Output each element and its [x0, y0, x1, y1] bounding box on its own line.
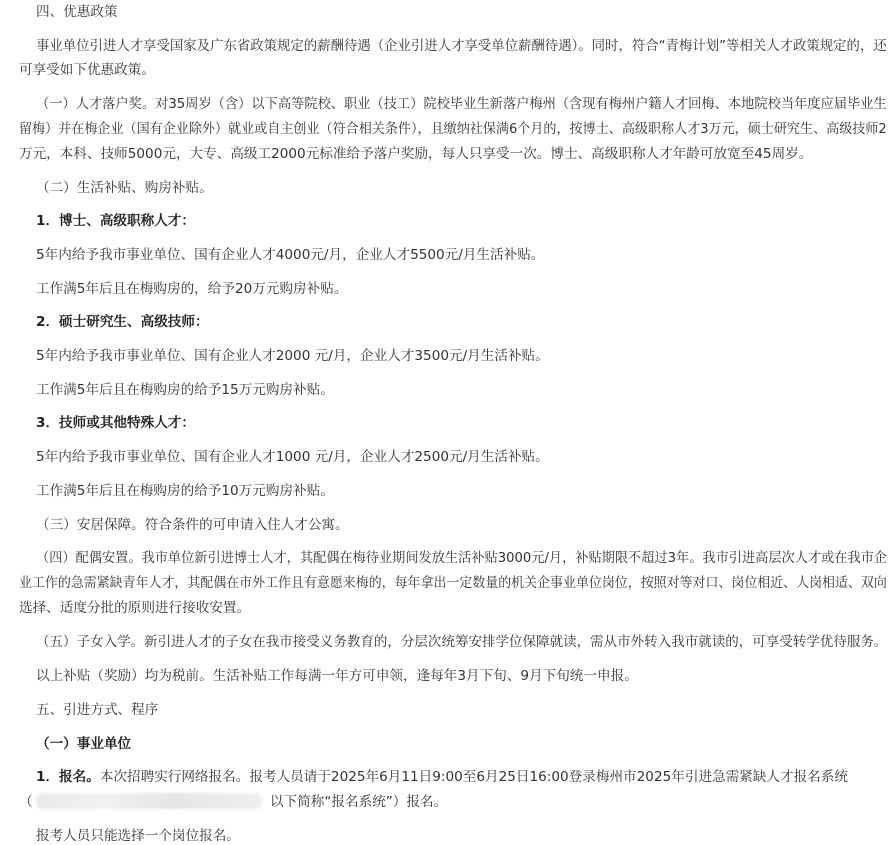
- section-heading-4: 四、优惠政策: [36, 4, 118, 20]
- technician-living-subsidy: 5年内给予我市事业单位、国有企业人才1000 元/月，企业人才2500元/月生活补贴。: [36, 449, 549, 465]
- talent-settlement-line-1: （一）人才落户奖。对35周岁（含）以下高等院校、职业（技工）院校毕业生新落户梅州（含现有梅州户籍人才回梅、本地院校当年度应届毕业生: [36, 96, 887, 112]
- doctor-housing-subsidy: 工作满5年后且在梅购房的，给予20万元购房补贴。: [36, 281, 348, 297]
- talent-settlement-line-2: 留梅）并在梅企业（国有企业除外）就业或自主创业（符合相关条件），且缴纳社保满6个月的，按博士、高级职称人才3万元，硕士研究生、高级技师2: [19, 121, 887, 137]
- redacted-url: [36, 793, 262, 809]
- tax-note: 以上补贴（奖励）均为税前。生活补贴工作每满一年方可申领，逢每年3月下旬、9月下旬统一申报。: [36, 668, 638, 684]
- spouse-placement-line-3: 选择、适度分批的原则进行接收安置。: [19, 600, 251, 616]
- master-living-subsidy: 5年内给予我市事业单位、国有企业人才2000 元/月，企业人才3500元/月生活补贴。: [36, 348, 549, 364]
- master-title: 2．硕士研究生、高级技师：: [36, 314, 209, 330]
- doctor-living-subsidy: 5年内给予我市事业单位、国有企业人才4000元/月，企业人才5500元/月生活补贴。: [36, 247, 545, 263]
- registration-line-2: 以下简称“报名系统”）报名。: [270, 794, 448, 810]
- section-heading-5: 五、引进方式、程序: [36, 702, 159, 718]
- registration-paren: （: [19, 794, 33, 810]
- master-housing-subsidy: 工作满5年后且在梅购房的给予15万元购房补贴。: [36, 382, 334, 398]
- public-institution-heading: （一）事业单位: [36, 736, 132, 752]
- registration-line-1: [36, 768, 848, 786]
- registration-text: 本次招聘实行网络报名。报考人员请于2025年6月11日9:00至6月25日16:00登录梅州市2025年引进急需紧缺人才报名系统: [99, 769, 848, 785]
- spouse-placement-line-1: （四）配偶安置。我市单位新引进博士人才，其配偶在梅待业期间发放生活补贴3000元/月，补贴期限不超过3年。我市引进高层次人才或在我市企: [36, 550, 888, 566]
- single-position-note: 报考人员只能选择一个岗位报名。: [36, 828, 240, 844]
- children-schooling: （五）子女入学。新引进人才的子女在我市接受义务教育的，分层次统筹安排学位保障就读，需从市外转入我市就读的，可享受转学优待服务。: [36, 634, 888, 650]
- registration-label: 1．报名。: [36, 769, 100, 785]
- technician-title: 3．技师或其他特殊人才：: [36, 415, 195, 431]
- housing-guarantee: （三）安居保障。符合条件的可申请入住人才公寓。: [36, 517, 349, 533]
- subsidy-heading: （二）生活补贴、购房补贴。: [36, 180, 213, 196]
- intro-line-2: 可享受如下优惠政策。: [19, 62, 155, 78]
- technician-housing-subsidy: 工作满5年后且在梅购房的给予10万元购房补贴。: [36, 483, 334, 499]
- intro-line-1: 事业单位引进人才享受国家及广东省政策规定的薪酬待遇（企业引进人才享受单位薪酬待遇）。同时，符合“青梅计划”等相关人才政策规定的，还: [36, 38, 887, 54]
- doctor-title: 1．博士、高级职称人才：: [36, 213, 195, 229]
- talent-settlement-line-3: 万元，本科、技师5000元，大专、高级工2000元标准给予落户奖励，每人只享受一次。博士、高级职称人才年龄可放宽至45周岁。: [19, 146, 813, 162]
- spouse-placement-line-2: 业工作的急需紧缺青年人才，其配偶在市外工作且有意愿来梅的，每年拿出一定数量的机关企事业单位岗位，按照对等对口、岗位相近、人岗相适、双向: [19, 575, 887, 591]
